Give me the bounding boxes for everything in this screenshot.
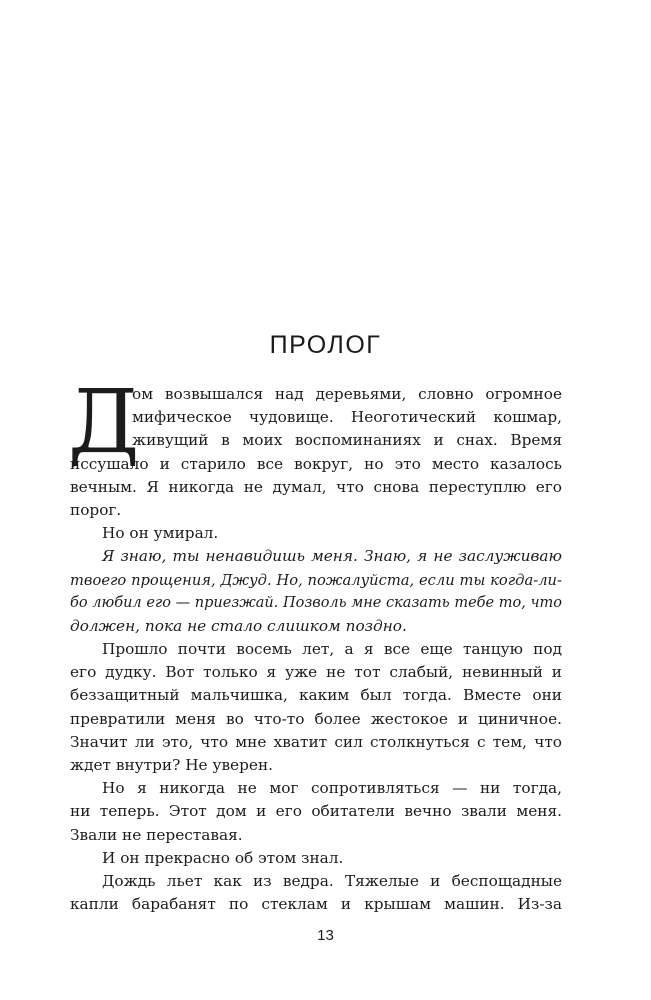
text-line: беззащитный мальчишка, каким был тогда. Вместе они: [70, 686, 562, 705]
text-line: превратили меня во что-то более жестокое и циничное.: [70, 709, 562, 728]
text-line: Дождь льет как из ведра. Тяжелые и беспощадные: [102, 871, 562, 890]
text-line: твоего прощения, Джуд. Но, пожалуйста, если ты когда-ли-: [70, 571, 562, 589]
text-line: бо любил его — приезжай. Позволь мне сказать тебе то, что: [70, 594, 562, 611]
text-line: Значит ли это, что мне хватит сил столкнуться с тем, что: [70, 732, 562, 751]
text-line: ом возвышался над деревьями, словно огромное: [132, 385, 562, 403]
text-line: Но я никогда не мог сопротивляться — ни тогда,: [102, 779, 562, 798]
text-line: ни теперь. Этот дом и его обитатели вечно звали меня.: [70, 802, 562, 821]
text-line: порог.: [70, 500, 122, 519]
text-line: капли барабанят по стеклам и крышам машин. Из-за: [70, 895, 562, 914]
text-line: иссушало и старило все вокруг, но это место казалось: [70, 454, 562, 473]
text-line: его дудку. Вот только я уже не тот слабый, невинный и: [70, 663, 562, 682]
text-line: должен, пока не стало слишком поздно.: [70, 616, 407, 635]
text-line: живущий в моих воспоминаниях и снах. Время: [132, 431, 562, 450]
text-line: Я знаю, ты ненавидишь меня. Знаю, я не заслуживаю: [102, 547, 562, 566]
text-line: Но он умирал.: [102, 524, 219, 543]
text-line: вечным. Я никогда не думал, что снова переступлю его: [70, 477, 562, 496]
text-line: И он прекрасно об этом знал.: [102, 848, 344, 867]
chapter-title: ПРОЛОГ: [269, 331, 382, 359]
text-line: ждет внутри? Не уверен.: [70, 756, 274, 774]
text-line: мифическое чудовище. Неоготический кошмар,: [132, 408, 562, 427]
text-line: Звали не переставая.: [70, 825, 243, 844]
text-line: Прошло почти восемь лет, а я все еще танцую под: [102, 640, 562, 659]
drop-cap: Д: [68, 370, 140, 473]
page-number: 13: [317, 927, 334, 944]
body-text: [70, 383, 562, 916]
